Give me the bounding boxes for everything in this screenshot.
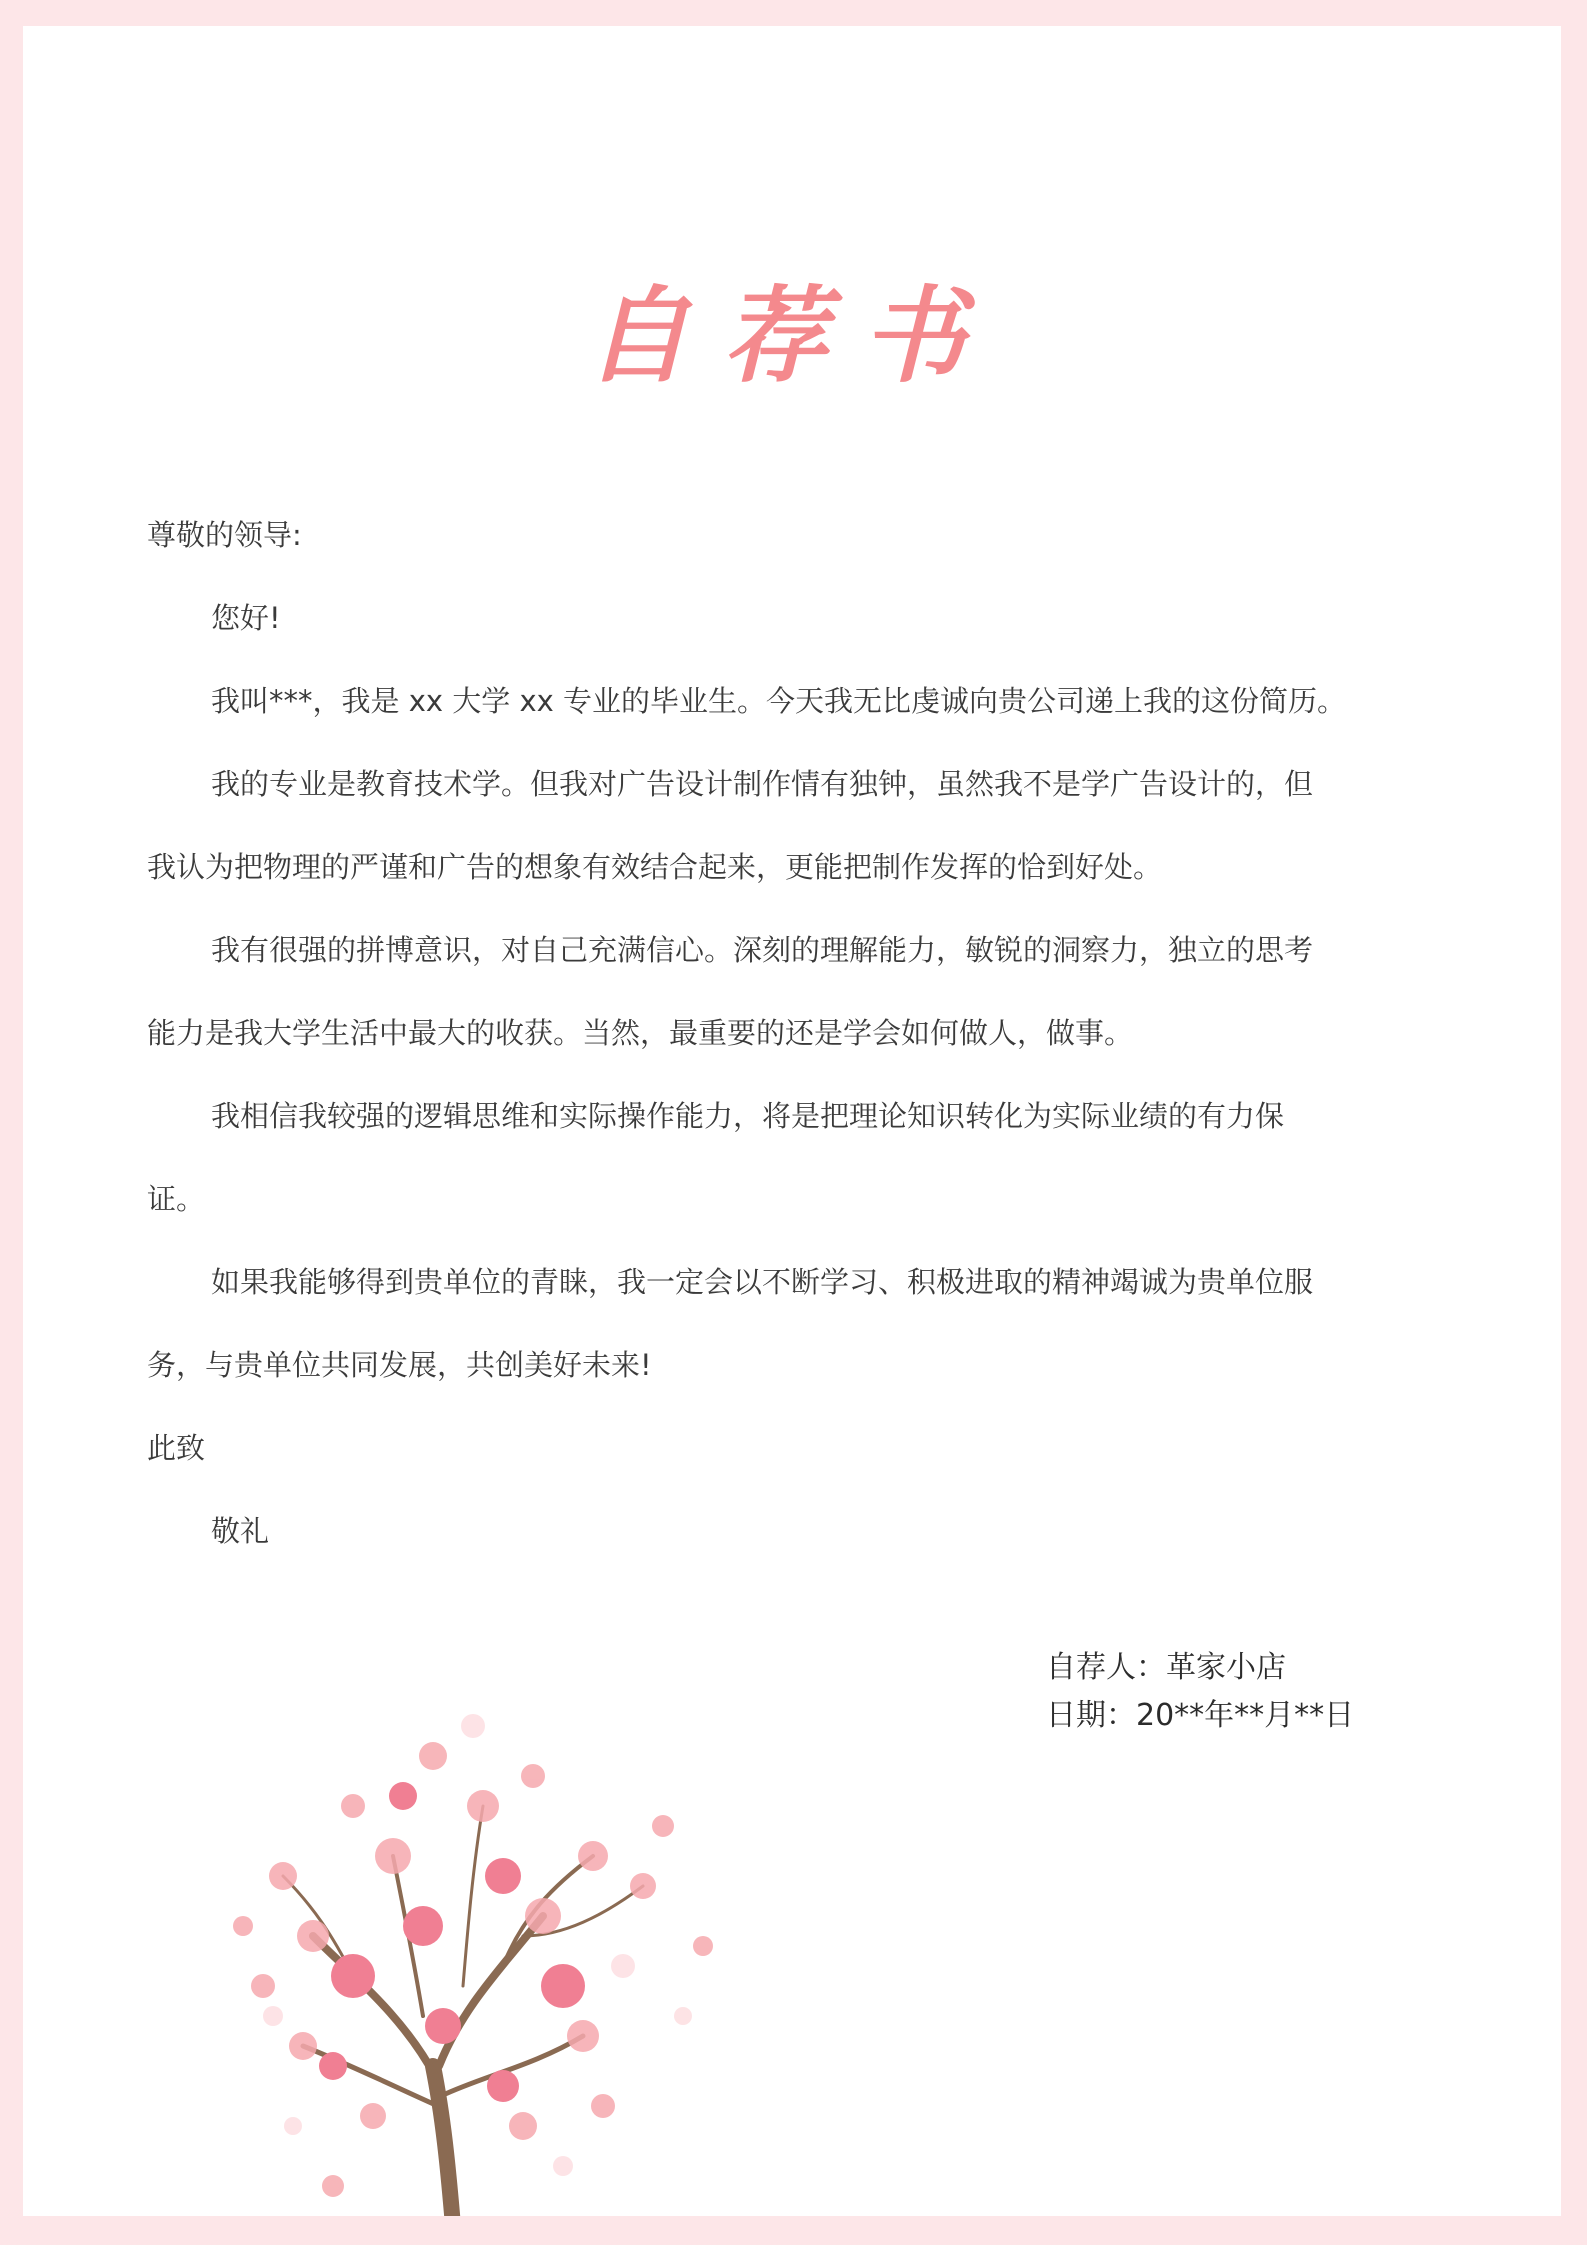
paragraph-line: 我认为把物理的严谨和广告的想象有效结合起来，更能把制作发挥的恰到好处。 (147, 850, 1163, 884)
paragraph-line: 能力是我大学生活中最大的收获。当然，最重要的还是学会如何做人，做事。 (147, 1016, 1134, 1050)
paragraph-line: 我的专业是教育技术学。但我对广告设计制作情有独钟，虽然我不是学广告设计的，但 (211, 767, 1314, 801)
closing: 此致 (147, 1431, 206, 1465)
date: 日期：20**年**月**日 (1046, 1698, 1355, 1733)
paragraph-line: 我有很强的拼博意识，对自己充满信心。深刻的理解能力，敏锐的洞察力，独立的思考 (211, 933, 1314, 967)
greeting: 您好! (211, 601, 281, 635)
signature: 自荐人：革家小店 (1046, 1650, 1286, 1685)
paragraph-line: 证。 (147, 1182, 206, 1216)
salutation: 尊敬的领导: (147, 518, 302, 552)
letter-page (23, 26, 1561, 2216)
cherry-blossom-tree-icon (203, 1686, 843, 2216)
paragraph-line: 我相信我较强的逻辑思维和实际操作能力，将是把理论知识转化为实际业绩的有力保 (211, 1099, 1285, 1133)
paragraph-line: 我叫***，我是 xx 大学 xx 专业的毕业生。今天我无比虔诚向贵公司递上我的这份简历。 (211, 684, 1347, 718)
page-title: 自荐书 (584, 274, 999, 397)
paragraph-line: 如果我能够得到贵单位的青睐，我一定会以不断学习、积极进取的精神竭诚为贵单位服 (211, 1265, 1314, 1299)
paragraph-line: 务，与贵单位共同发展，共创美好未来! (147, 1348, 652, 1382)
regards: 敬礼 (211, 1514, 270, 1548)
